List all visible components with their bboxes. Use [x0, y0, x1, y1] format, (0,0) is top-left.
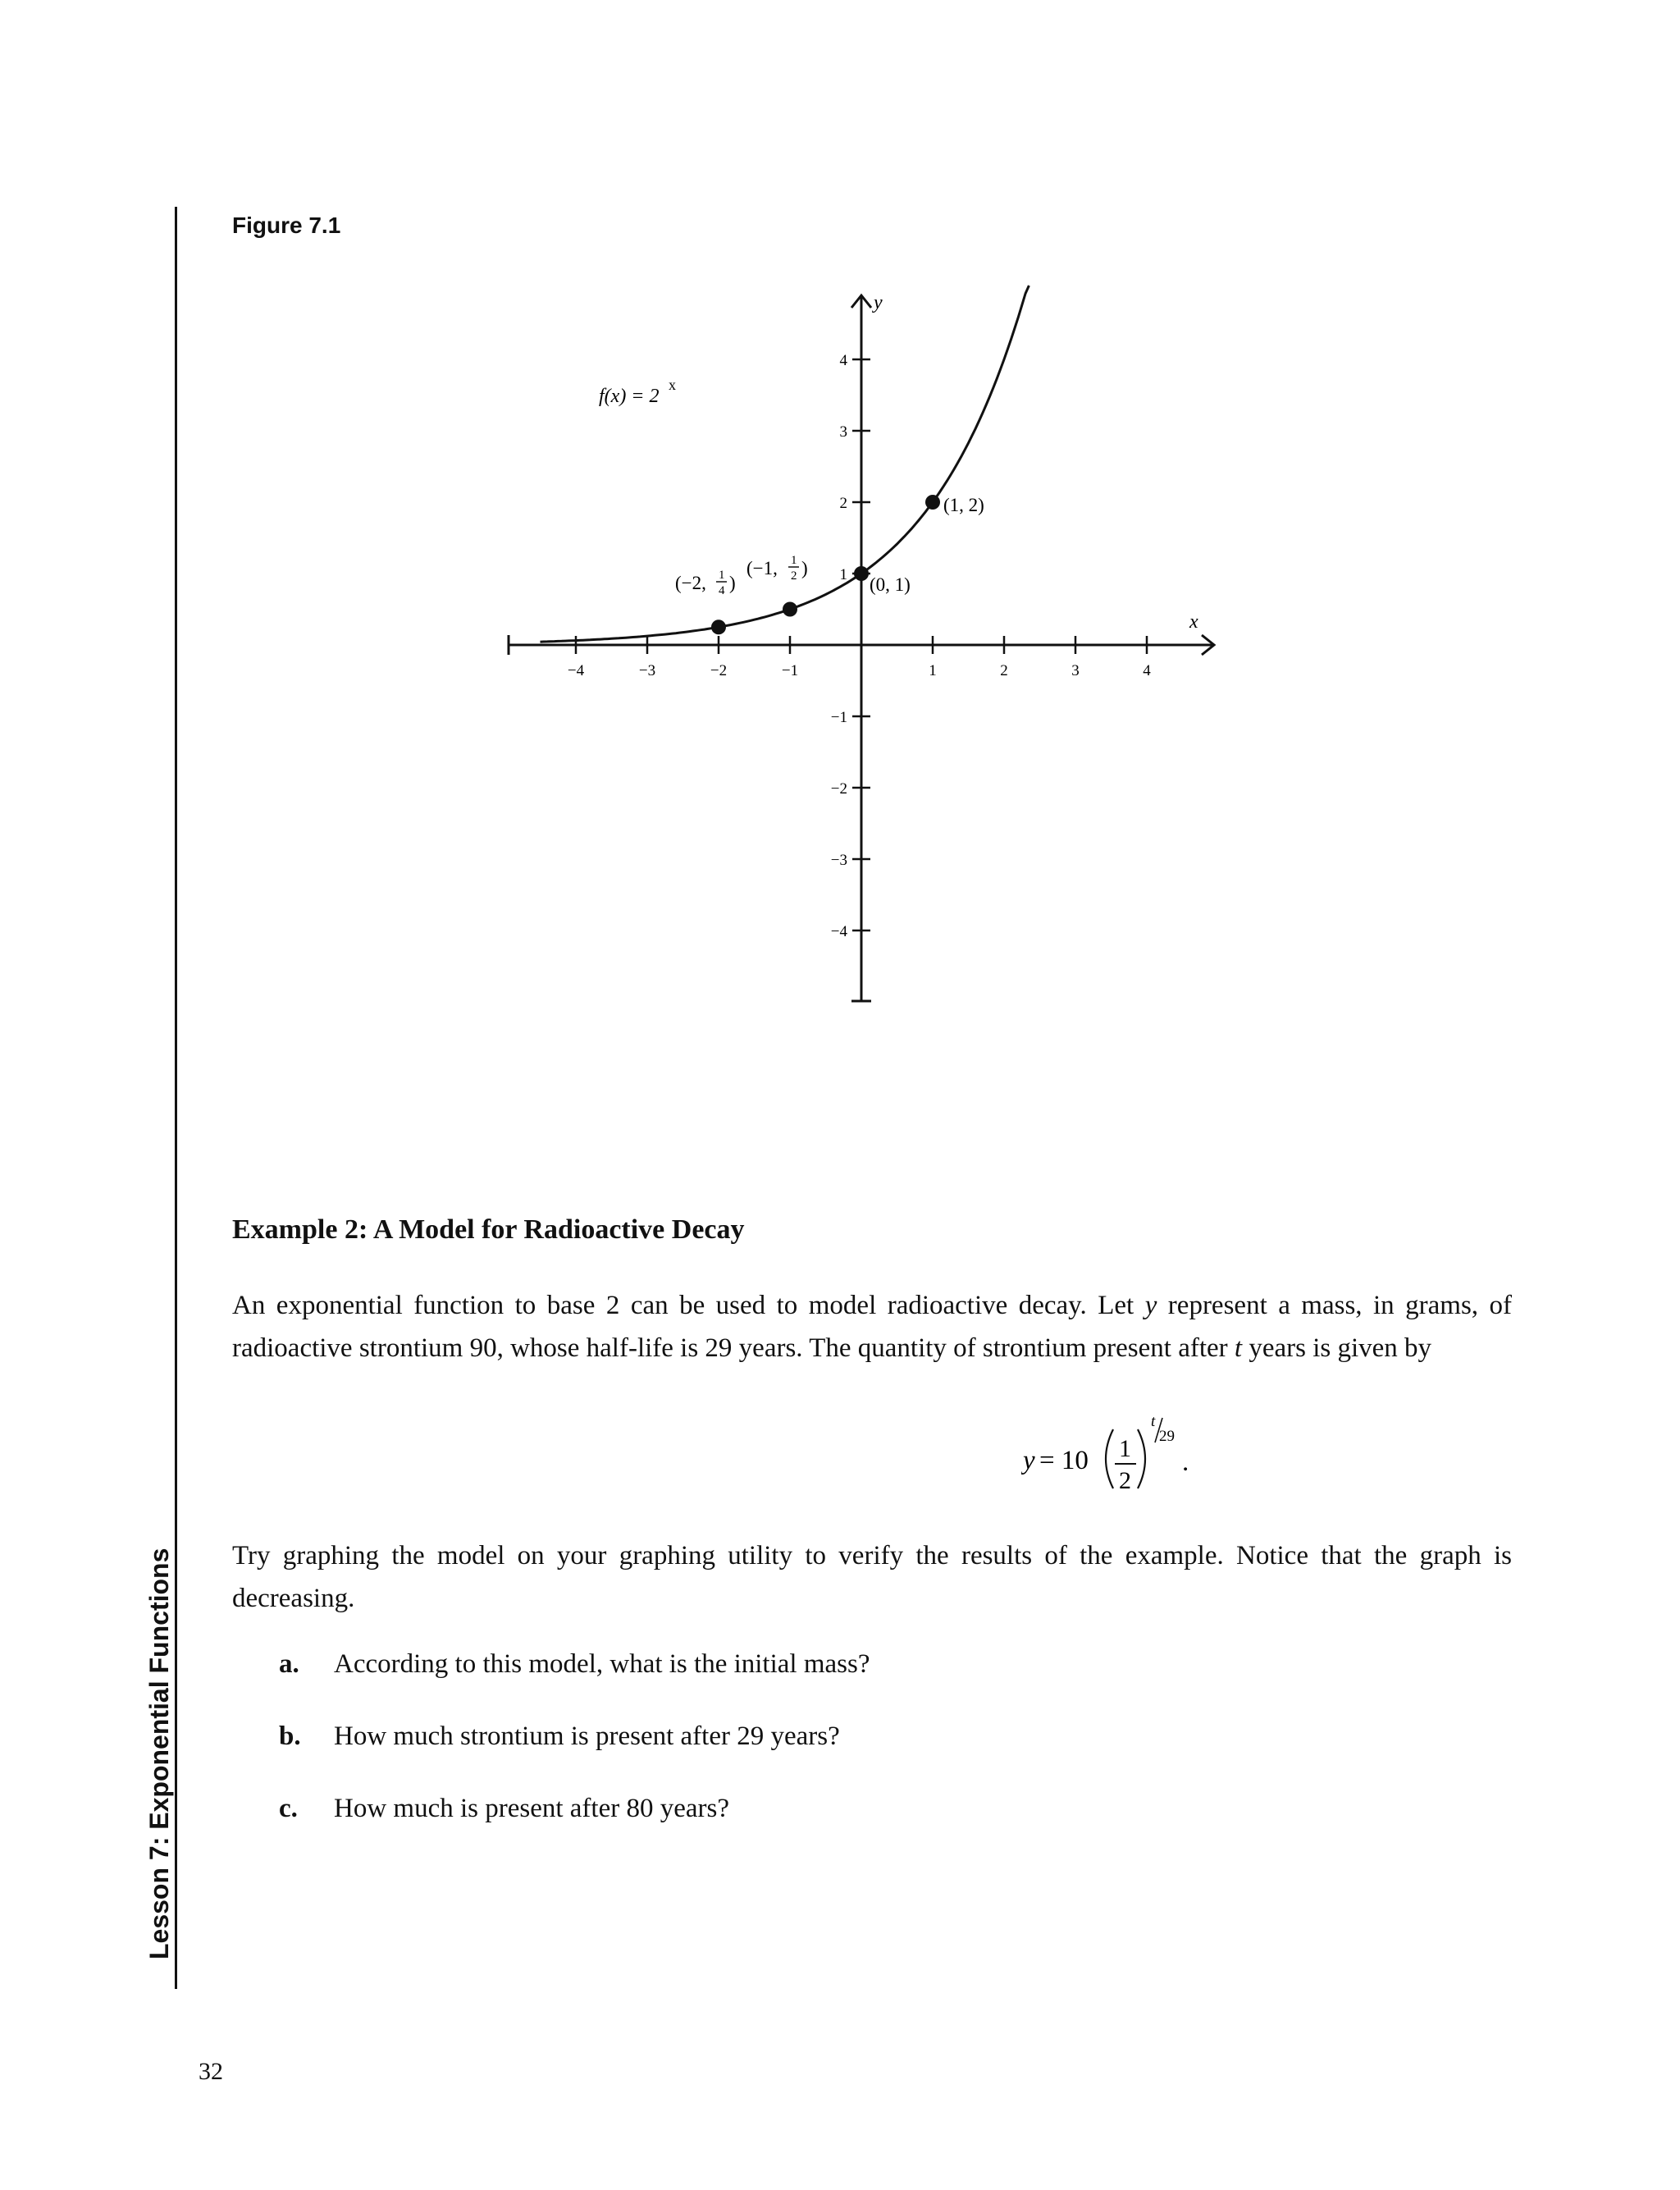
question-text: How much strontium is present after 29 years? — [334, 1721, 840, 1751]
x-tick-label: 4 — [1143, 662, 1151, 679]
point-label-neg1-right: ) — [801, 558, 808, 578]
point-label-0: (0, 1) — [870, 574, 911, 595]
y-tick-label: 4 — [839, 352, 847, 369]
equation-left-paren — [1106, 1429, 1113, 1488]
page-number: 32 — [199, 2058, 223, 2085]
y-tick-label: 3 — [839, 423, 847, 441]
function-label — [599, 386, 660, 407]
question-text: How much is present after 80 years? — [334, 1794, 729, 1823]
question-text: According to this model, what is the initial mass? — [334, 1649, 870, 1679]
equation-exp-den: 29 — [1159, 1428, 1175, 1445]
y-axis-label: y — [874, 292, 883, 313]
graph-svg — [476, 279, 1230, 1017]
point-label-neg2-num: 1 — [719, 569, 725, 582]
point-label-neg1 — [746, 554, 808, 583]
point-label-neg2-left: (−2, — [675, 573, 706, 593]
curve-2-power-x — [541, 286, 1029, 642]
equation-equals: = 10 — [1039, 1446, 1089, 1475]
y-tick-label: −2 — [830, 780, 847, 798]
variable-y: y — [1144, 1291, 1157, 1320]
equation-frac-num: 1 — [1119, 1435, 1131, 1462]
figure-graph — [476, 279, 1230, 1022]
plotted-points — [711, 495, 940, 634]
x-tick-label: 3 — [1071, 662, 1080, 679]
equation-period: . — [1182, 1447, 1189, 1477]
example-paragraph — [232, 1284, 1512, 1369]
point-label-neg1-left: (−1, — [746, 558, 778, 578]
plotted-point — [925, 495, 940, 510]
plotted-point — [854, 566, 869, 581]
x-tick-label: −4 — [567, 662, 585, 679]
x-tick-label: 1 — [929, 662, 937, 679]
x-tick-label: 2 — [1000, 662, 1008, 679]
equation-svg — [1021, 1411, 1235, 1502]
equation-exp-num: t — [1151, 1413, 1156, 1430]
equation-lhs: y — [1023, 1446, 1035, 1475]
decay-equation — [1021, 1411, 1235, 1502]
lesson-title: Lesson 7: Exponential Functions — [144, 1548, 174, 1959]
paragraph-text-2: represent a mass, in grams, of radioactive strontium 90, whose half-life is 29 years. The quantity of strontium present after — [232, 1291, 1512, 1363]
variable-t: t — [1234, 1333, 1243, 1363]
plotted-point — [711, 620, 726, 634]
point-label-neg1-den: 2 — [791, 569, 797, 583]
sidebar-rule — [175, 207, 177, 1989]
question-letter: b. — [279, 1721, 301, 1751]
y-tick-label: 2 — [839, 495, 847, 512]
point-label-neg2 — [675, 569, 736, 597]
point-label-neg2-den: 4 — [719, 584, 725, 597]
y-tick-label: −3 — [830, 852, 847, 869]
point-label-neg2-right: ) — [729, 573, 736, 593]
x-tick-label: −3 — [638, 662, 656, 679]
x-tick-label: −2 — [710, 662, 728, 679]
point-label-1: (1, 2) — [943, 495, 984, 515]
paragraph-text-3: years is given by — [1242, 1333, 1432, 1363]
y-tick-label: −4 — [830, 923, 847, 940]
equation-frac-den: 2 — [1119, 1467, 1131, 1494]
example-title: Example 2: A Model for Radioactive Decay — [232, 1214, 745, 1245]
question-letter: a. — [279, 1649, 299, 1679]
figure-label: Figure 7.1 — [232, 213, 341, 238]
instruction-paragraph: Try graphing the model on your graphing utility to verify the results of the example. Notice that the graph is decreasing. — [232, 1541, 1512, 1613]
equation-right-paren — [1138, 1429, 1145, 1488]
function-exponent: x — [669, 377, 676, 393]
y-tick-label: 1 — [839, 566, 847, 583]
function-label-text: f(x) = 2 — [599, 386, 660, 407]
x-axis-label: x — [1189, 611, 1198, 633]
plotted-point — [783, 602, 797, 617]
question-letter: c. — [279, 1794, 298, 1823]
point-label-neg1-num: 1 — [791, 554, 797, 567]
y-tick-label: −1 — [830, 709, 847, 726]
x-tick-label: −1 — [781, 662, 799, 679]
paragraph-text-1: An exponential function to base 2 can be used to model radioactive decay. Let — [232, 1291, 1145, 1320]
